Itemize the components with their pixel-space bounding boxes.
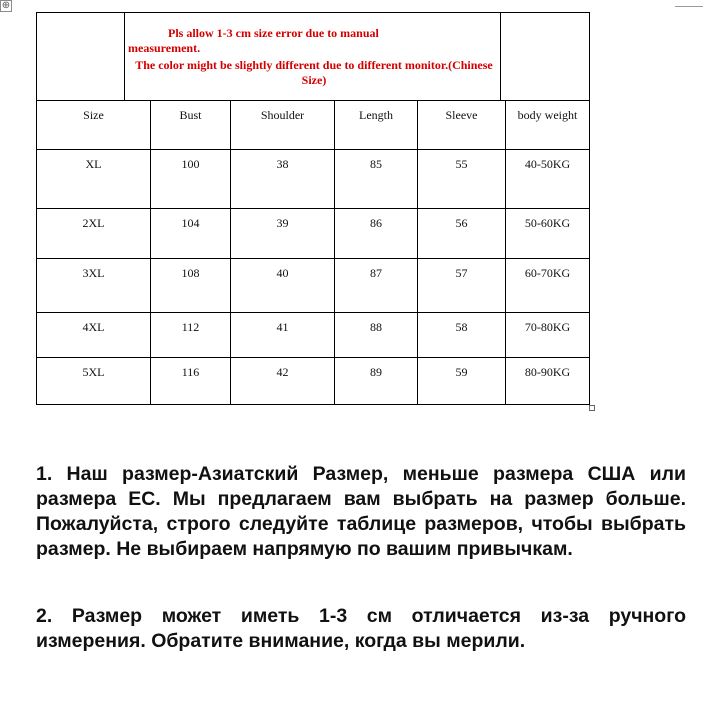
header-body-weight: body weight <box>506 101 590 150</box>
cell-size: 3XL <box>37 259 151 313</box>
table-move-handle[interactable]: ⊕ <box>1 0 11 11</box>
paragraph-2: 2. Размер может иметь 1-3 см отличается из-за ручного измерения. Обратите внимание, когда вы мерили. <box>36 605 686 652</box>
cell-shoulder: 42 <box>231 358 335 405</box>
cell-body-weight: 80-90KG <box>506 358 590 405</box>
header-shoulder: Shoulder <box>231 101 335 150</box>
notice-cell <box>37 13 590 101</box>
cell-sleeve: 59 <box>418 358 506 405</box>
cell-sleeve: 55 <box>418 150 506 209</box>
cell-body-weight: 50-60KG <box>506 209 590 259</box>
cell-length: 86 <box>335 209 418 259</box>
table-row <box>37 150 590 209</box>
cell-bust: 112 <box>151 313 231 358</box>
notice-box <box>124 13 501 100</box>
notice-row <box>37 13 590 101</box>
cell-length: 87 <box>335 259 418 313</box>
notice-line-1b: measurement. <box>128 41 201 55</box>
cell-sleeve: 56 <box>418 209 506 259</box>
cell-shoulder: 41 <box>231 313 335 358</box>
table-row <box>37 259 590 313</box>
cell-shoulder: 38 <box>231 150 335 209</box>
notice-line-1: Pls allow 1-3 cm size error due to manual <box>168 26 379 40</box>
cell-bust: 108 <box>151 259 231 313</box>
cell-shoulder: 40 <box>231 259 335 313</box>
cell-size: 2XL <box>37 209 151 259</box>
notice-line-2: The color might be slightly different due to different monitor.(Chinese Size) <box>135 58 493 87</box>
header-length: Length <box>335 101 418 150</box>
cell-body-weight: 40-50KG <box>506 150 590 209</box>
header-row <box>37 101 590 150</box>
header-bust: Bust <box>151 101 231 150</box>
cell-shoulder: 39 <box>231 209 335 259</box>
cell-size: XL <box>37 150 151 209</box>
cell-size: 5XL <box>37 358 151 405</box>
cell-length: 89 <box>335 358 418 405</box>
cell-body-weight: 70-80KG <box>506 313 590 358</box>
table-row <box>37 209 590 259</box>
header-size: Size <box>37 101 151 150</box>
cell-sleeve: 58 <box>418 313 506 358</box>
table-row <box>37 358 590 405</box>
table-resize-handle[interactable] <box>589 405 595 411</box>
cell-size: 4XL <box>37 313 151 358</box>
cell-bust: 116 <box>151 358 231 405</box>
cell-length: 85 <box>335 150 418 209</box>
cell-length: 88 <box>335 313 418 358</box>
cell-sleeve: 57 <box>418 259 506 313</box>
cell-bust: 104 <box>151 209 231 259</box>
paragraph-1: 1. Наш размер-Азиатский Размер, меньше размера США или размера ЕС. Мы предлагаем вам выбрать на размер больше. Пожалуйста, строго следуйте таблице размеров, чтобы выбрать размер. Не выбираем напрямую по вашим привычкам. <box>36 463 686 560</box>
table-row <box>37 313 590 358</box>
cell-body-weight: 60-70KG <box>506 259 590 313</box>
header-sleeve: Sleeve <box>418 101 506 150</box>
size-chart-table <box>36 12 590 405</box>
corner-mark <box>675 6 703 7</box>
cell-bust: 100 <box>151 150 231 209</box>
